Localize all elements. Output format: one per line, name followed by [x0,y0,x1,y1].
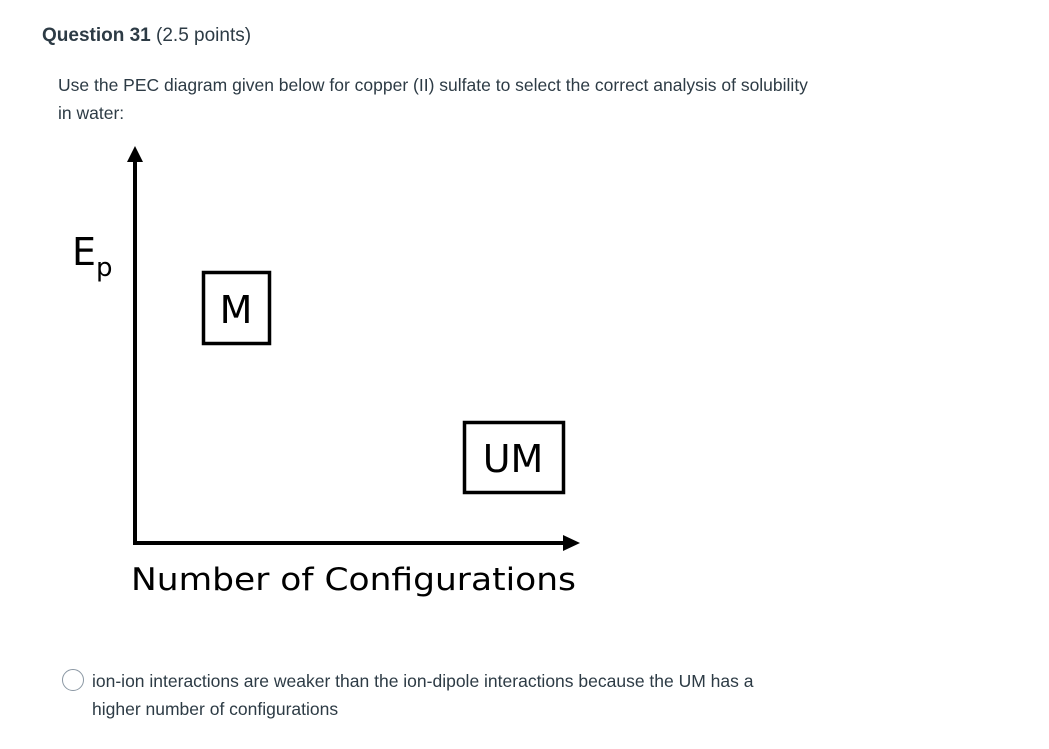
um-box-label: UM [482,437,544,481]
m-box [204,273,270,344]
question-points: (2.5 points) [156,25,252,46]
x-axis-label: Number of Configurations [131,562,576,598]
y-axis-label: E [72,230,97,274]
question-prompt: Use the PEC diagram given below for copper (II) sulfate to select the correct analysis of solubility in water: [58,75,808,123]
um-box [465,423,564,493]
y-axis-label-subscript: p [96,253,113,283]
answer-label[interactable]: ion-ion interactions are weaker than the ion-dipole interactions because the UM has a higher number of configurations [92,671,754,719]
question-header [42,24,251,48]
m-box-label: M [219,288,253,332]
y-axis-arrowhead [127,146,143,162]
x-axis-arrowhead [563,535,580,551]
answer-radio[interactable] [62,669,84,691]
question-number: Question 31 [42,25,151,46]
